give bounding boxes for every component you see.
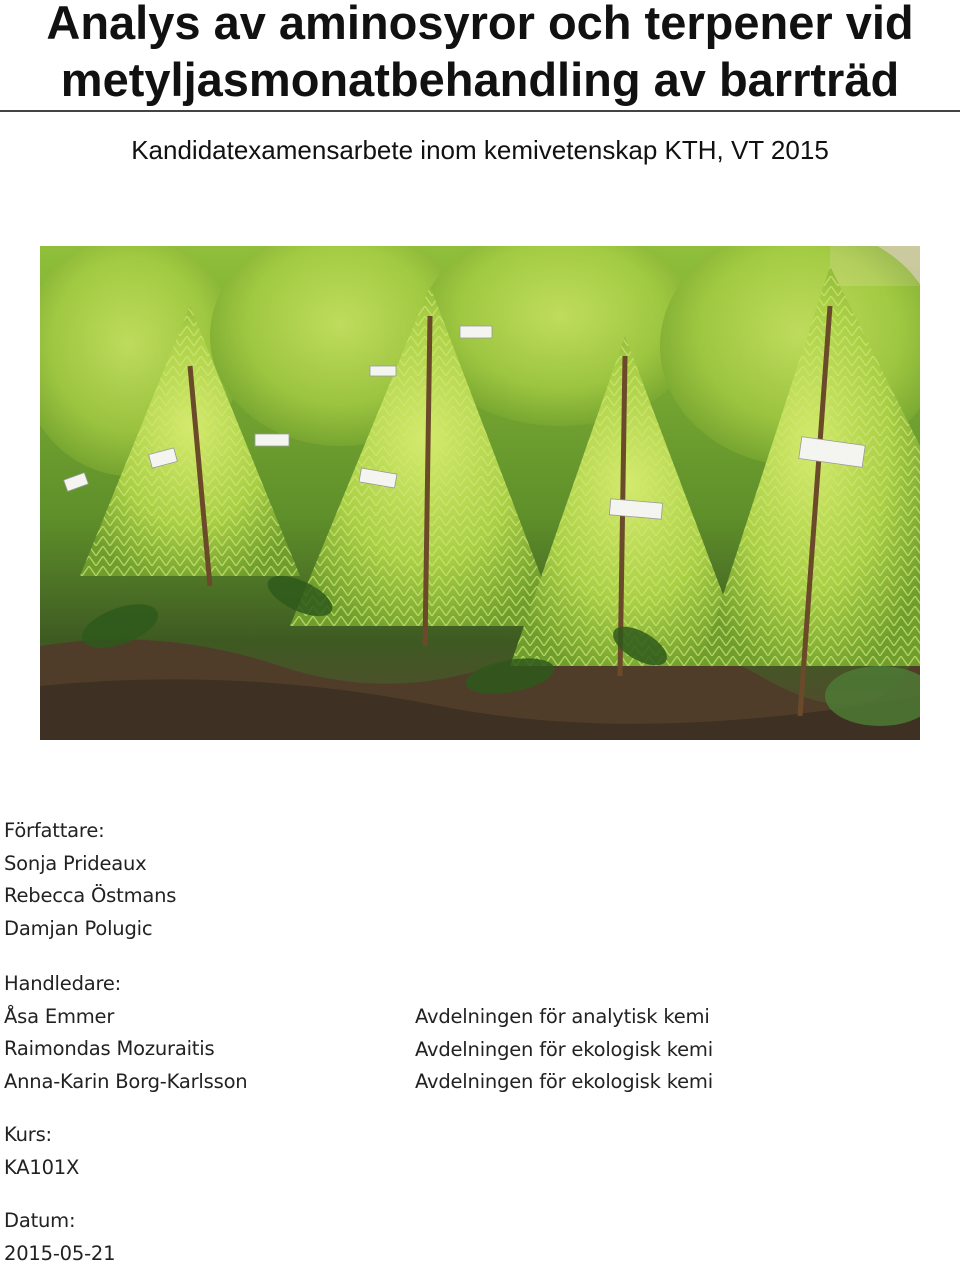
author-name: Damjan Polugic bbox=[4, 916, 153, 940]
supervisor-name: Raimondas Mozuraitis bbox=[4, 1037, 215, 1061]
supervisor-name: Anna-Karin Borg-Karlsson bbox=[4, 1069, 248, 1093]
supervisors-label: Handledare: bbox=[4, 972, 122, 995]
date-label: Datum: bbox=[4, 1209, 76, 1232]
author-name: Rebecca Östmans bbox=[4, 884, 177, 908]
authors-label: Författare: bbox=[4, 819, 105, 842]
author-name: Sonja Prideaux bbox=[4, 851, 147, 875]
spruce-saplings-image bbox=[40, 246, 920, 740]
departments-section bbox=[415, 1001, 713, 1099]
date-section bbox=[4, 1205, 115, 1270]
supervisor-name: Åsa Emmer bbox=[4, 1004, 115, 1028]
title-divider bbox=[0, 110, 960, 112]
supervisors-section bbox=[4, 968, 247, 1098]
supervisor-department: Avdelningen för ekologisk kemi bbox=[415, 1070, 713, 1094]
supervisor-department: Avdelningen för analytisk kemi bbox=[415, 1005, 710, 1028]
document-title bbox=[0, 0, 960, 108]
cover-photo bbox=[40, 246, 920, 740]
supervisor-department: Avdelningen för ekologisk kemi bbox=[415, 1037, 713, 1061]
course-label: Kurs: bbox=[4, 1123, 52, 1146]
course-code: KA101X bbox=[4, 1155, 80, 1179]
authors-section bbox=[4, 815, 176, 945]
document-subtitle: Kandidatexamensarbete inom kemivetenskap KTH, VT 2015 bbox=[131, 135, 829, 165]
course-section bbox=[4, 1119, 79, 1184]
date-value: 2015-05-21 bbox=[4, 1241, 116, 1265]
title-line-2: metyljasmonatbehandling av barrträd bbox=[60, 53, 900, 106]
title-line-1: Analys av aminosyror och terpener vid bbox=[46, 0, 914, 49]
